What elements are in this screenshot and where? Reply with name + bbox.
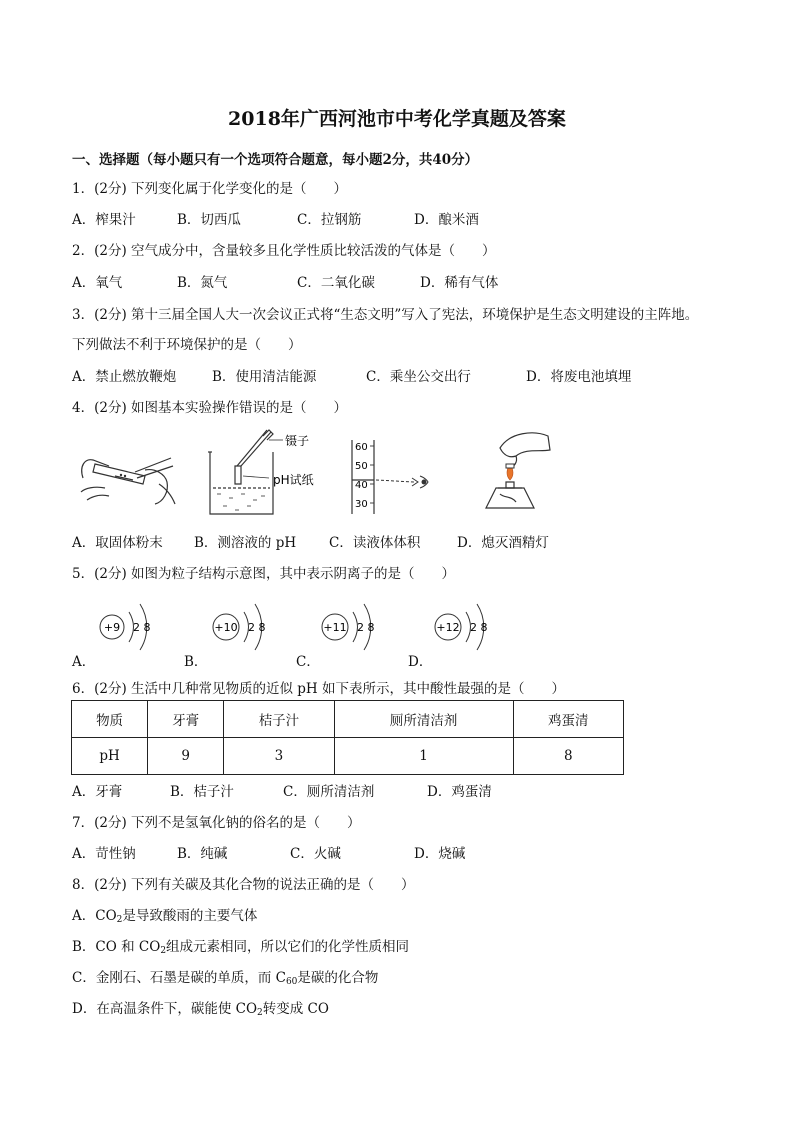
question-3-stem-line2: 下列做法不利于环境保护的是（ ）: [72, 337, 302, 353]
q4-option-b[interactable]: B．测溶液的 pH: [194, 535, 297, 551]
particle-a: [100, 604, 151, 650]
table-header-cell: 厕所清洁剂: [334, 701, 513, 738]
table-cell: 1: [334, 738, 513, 775]
question-8-stem: 8．(2分) 下列有关碳及其化合物的说法正确的是（ ）: [72, 877, 415, 893]
particle-c-nucleus: +11: [323, 621, 347, 634]
q8-option-a-text-rest: 是导致酸雨的主要气体: [122, 908, 258, 924]
particle-diagrams: [72, 592, 632, 667]
q1-option-c[interactable]: C．拉钢筋: [297, 212, 362, 228]
q8-option-d-text-rest: 转变成 CO: [262, 1001, 329, 1017]
table-header-cell: 桔子汁: [224, 701, 334, 738]
question-1-stem: 1．(2分) 下列变化属于化学变化的是（ ）: [72, 181, 348, 197]
q3-option-a[interactable]: A．禁止燃放鞭炮: [72, 369, 177, 385]
q3-option-b[interactable]: B．使用清洁能源: [212, 369, 317, 385]
table-header-cell: 物质: [72, 701, 148, 738]
q8-option-b[interactable]: [72, 935, 409, 955]
q7-option-a[interactable]: A．苛性钠: [72, 846, 136, 862]
ph-table: [71, 700, 624, 775]
q3-option-d[interactable]: D．将废电池填埋: [526, 369, 632, 385]
table-cell: 8: [513, 738, 623, 775]
q1-option-b[interactable]: B．切西瓜: [177, 212, 241, 228]
q6-option-a[interactable]: A．牙膏: [72, 784, 123, 800]
table-cell: 9: [148, 738, 224, 775]
particle-d: [435, 604, 488, 650]
question-2-stem: 2．(2分) 空气成分中，含量较多且化学性质比较活泼的气体是（ ）: [72, 243, 496, 259]
q1-option-a[interactable]: A．榨果汁: [72, 212, 136, 228]
q6-option-b[interactable]: B．桔子汁: [170, 784, 234, 800]
table-header-cell: 牙膏: [148, 701, 224, 738]
particle-d-shells: 2 8: [470, 621, 488, 634]
q4-option-a[interactable]: A．取固体粉末: [72, 535, 163, 551]
question-5-stem: 5．(2分) 如图为粒子结构示意图，其中表示阴离子的是（ ）: [72, 566, 456, 582]
particle-c: [322, 604, 375, 650]
q2-option-b[interactable]: B．氮气: [177, 275, 228, 291]
q8-option-d-text: D．在高温条件下，碳能使 CO: [72, 1001, 258, 1017]
question-7-stem: 7．(2分) 下列不是氢氧化钠的俗名的是（ ）: [72, 815, 361, 831]
subscript: 2: [257, 1008, 263, 1018]
subscript: 60: [285, 977, 298, 987]
q2-option-c[interactable]: C．二氧化碳: [297, 275, 375, 291]
section-heading: 一、选择题（每小题只有一个选项符合题意，每小题2分，共40分）: [72, 152, 479, 168]
ph-paper-label: pH试纸: [273, 473, 314, 487]
figure-read-volume: [348, 436, 438, 516]
tick-60: 60: [355, 442, 368, 453]
subscript: 2: [160, 946, 167, 956]
table-cell: 3: [224, 738, 334, 775]
q2-option-a[interactable]: A．氧气: [72, 275, 123, 291]
q8-option-b-text: B．CO 和 CO: [72, 939, 161, 955]
q5-option-b[interactable]: B．: [184, 654, 208, 670]
subscript: 2: [116, 915, 123, 925]
q8-option-c-text-rest: 是碳的化合物: [297, 970, 379, 986]
question-4-stem: 4．(2分) 如图基本实验操作错误的是（ ）: [72, 400, 348, 416]
q8-option-d[interactable]: [72, 997, 329, 1017]
q7-option-d[interactable]: D．烧碱: [414, 846, 466, 862]
figure-extinguish-lamp: [470, 428, 555, 520]
q7-option-c[interactable]: C．火碱: [290, 846, 341, 862]
q7-option-b[interactable]: B．纯碱: [177, 846, 228, 862]
table-cell: pH: [72, 738, 148, 775]
question-3-stem-line1: 3．(2分) 第十三届全国人大一次会议正式将“生态文明”写入了宪法，环境保护是生态文明建设的主阵地。: [72, 307, 699, 323]
particle-a-shells: 2 8: [133, 621, 151, 634]
q8-option-c[interactable]: [72, 966, 378, 986]
particle-b-shells: 2 8: [248, 621, 266, 634]
question-6-stem: 6．(2分) 生活中几种常见物质的近似 pH 如下表所示，其中酸性最强的是（ ）: [72, 681, 565, 697]
q4-option-c[interactable]: C．读液体体积: [329, 535, 421, 551]
tick-30: 30: [355, 499, 368, 510]
ph-table-header-row: [72, 701, 624, 738]
particle-c-shells: 2 8: [357, 621, 375, 634]
tick-40: 40: [355, 480, 368, 491]
q2-option-d[interactable]: D．稀有气体: [420, 275, 499, 291]
q8-option-a[interactable]: [72, 904, 257, 924]
q5-option-d[interactable]: D．: [408, 654, 433, 670]
figure-measure-ph: [205, 426, 330, 518]
q1-option-d[interactable]: D．酿米酒: [414, 212, 479, 228]
tick-50: 50: [355, 461, 368, 472]
ph-table-value-row: [72, 738, 624, 775]
particle-b: [213, 604, 266, 650]
q6-option-c[interactable]: C．厕所清洁剂: [283, 784, 375, 800]
q6-option-d[interactable]: D．鸡蛋清: [427, 784, 492, 800]
table-header-cell: 鸡蛋清: [513, 701, 623, 738]
figure-take-powder: [75, 448, 180, 510]
q8-option-a-text: A．CO: [72, 908, 117, 924]
particle-b-nucleus: +10: [214, 621, 238, 634]
q8-option-c-text: C．金刚石、石墨是碳的单质，而 C: [72, 970, 286, 986]
tweezers-label: 镊子: [285, 434, 310, 448]
q5-option-c[interactable]: C．: [296, 654, 320, 670]
q8-option-b-text-rest: 组成元素相同，所以它们的化学性质相同: [166, 939, 410, 955]
page-title: 2018年广西河池市中考化学真题及答案: [228, 108, 566, 130]
particle-d-nucleus: +12: [436, 621, 460, 634]
q5-option-a[interactable]: A．: [72, 654, 96, 670]
q3-option-c[interactable]: C．乘坐公交出行: [366, 369, 471, 385]
particle-a-nucleus: +9: [103, 621, 121, 634]
q4-option-d[interactable]: D．熄灭酒精灯: [457, 535, 549, 551]
